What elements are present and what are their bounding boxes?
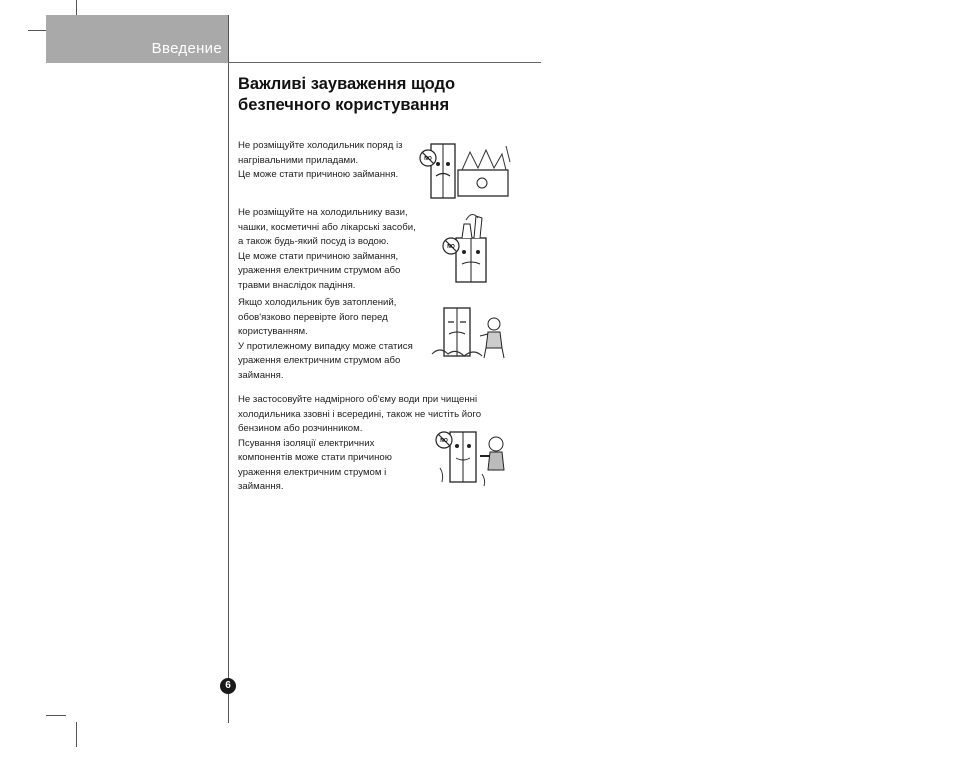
fridge-washing-illustration [434,428,510,488]
warning-heaters [238,139,403,183]
crop-mark-bottom [76,722,77,747]
warning-text-line: Псування ізоляції електричних [238,437,375,449]
page-heading [238,74,538,116]
no-sign-icon [436,432,452,448]
warning-text-line: компонентів може стати причиною [238,452,392,463]
warning-text-line: обов'язково перевірте його перед [238,311,388,323]
warning-text-line: ураження електричним струмом або [238,355,401,366]
flooded-fridge-illustration [430,304,508,362]
warning-text-line: Не розміщуйте холодильник поряд із [238,140,403,151]
warning-text-line: ураження електричним струмом і [238,466,387,478]
warning-text-line: травми внаслідок падіння. [238,279,356,291]
warning-text-line: У протилежному випадку може статися [238,340,413,352]
warning-text-line: користуванням. [238,326,308,337]
crop-mark-bottom-left [46,715,66,716]
warning-text-line: Якщо холодильник був затоплений, [238,297,397,308]
warning-text-line: бензином або розчинником. [238,423,363,434]
no-sign-label: NO [440,438,448,444]
page-number: 6 [220,678,236,694]
warning-text-line: займання. [238,481,284,492]
no-sign-icon [443,238,459,254]
heading-line-1: Важливі зауваження щодо [238,75,456,93]
warning-text-line: ураження електричним струмом або [238,265,401,276]
warning-text-line: Це може стати причиною займання, [238,250,399,262]
warning-objects-on-top [238,206,416,293]
warning-text-line: чашки, косметичні або лікарські засоби, [238,221,416,233]
fridge-near-heater-illustration [418,140,512,202]
page-vertical-rule [228,15,229,723]
no-sign-icon [420,150,436,166]
warning-text-line: займання. [238,369,284,381]
warning-text-line: Не застосовуйте надмірного об'єму води при чищенні [238,394,478,405]
warning-text-line: нагрівальними приладами. [238,154,359,166]
no-sign-label: NO [447,244,455,250]
page-horizontal-rule [228,62,541,63]
fridge-with-items-illustration [442,208,494,286]
section-title: Введение [151,40,222,57]
no-sign-label: NO [424,156,432,162]
section-header-band [46,15,228,63]
warning-text-line: холодильника ззовні і всередині, також не чистіть його [238,408,482,420]
warning-flooding [238,296,413,383]
heading-line-2: безпечного користування [238,96,450,114]
warning-text-line: а також будь-який посуд із водою. [238,236,389,247]
warning-text-line: Не розміщуйте на холодильнику вази, [238,207,408,218]
warning-text-line: Це може стати причиною займання. [238,169,399,180]
crop-mark-top [76,0,77,15]
